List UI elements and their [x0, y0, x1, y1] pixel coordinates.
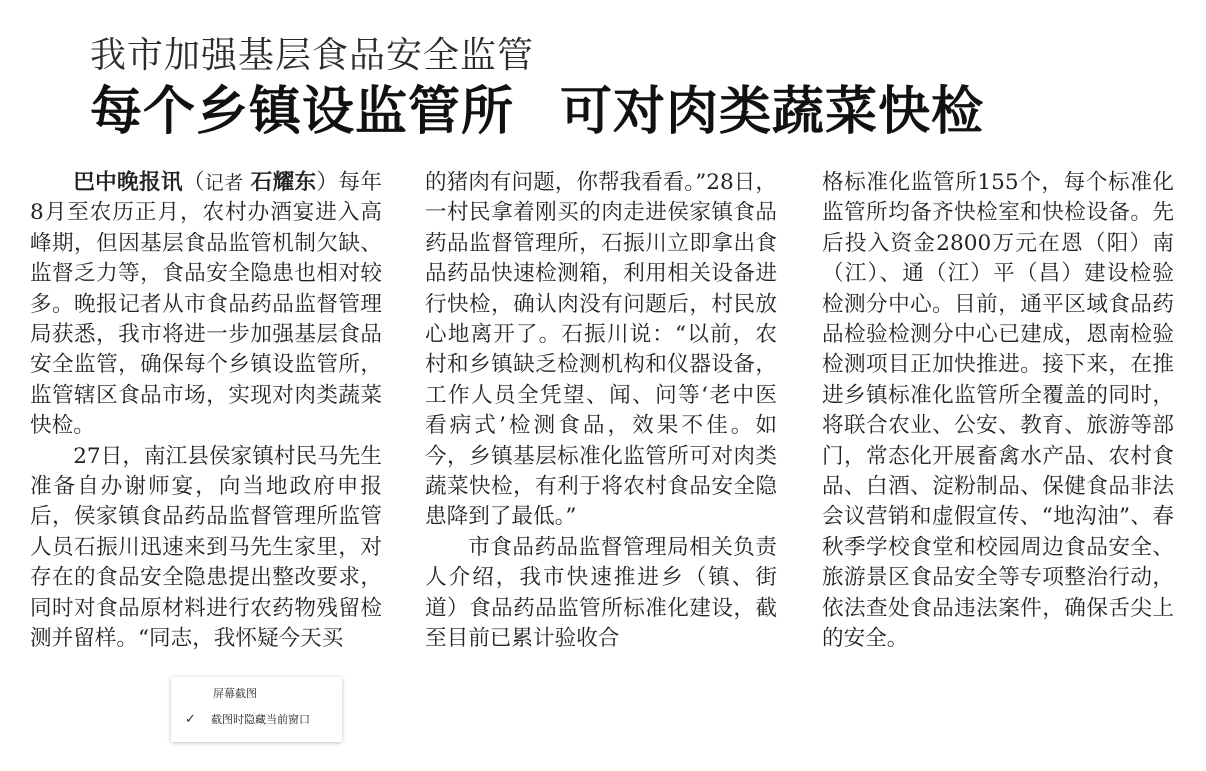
byline-paren-close: ） — [316, 170, 339, 195]
byline-agency: 巴中晚报讯 — [73, 170, 183, 195]
headline-part-2: 可对肉类蔬菜快检 — [560, 82, 985, 142]
paragraph-3-continued: 格标准化监管所155个，每个标准化监管所均备齐快检室和快检设备。先后投入资金2800万元在恩（阳）南（江）、通（江）平（昌）建设检验检测分中心。目前，通平区域食品药品检验检测分中心已建成，恩南检验检测项目正加快推进。接下来，在推进乡镇标准化监管所全覆盖的同时，将联合农业、公安、教育、旅游等部门，常态化开展畜禽水产品、农村食品、白酒、淀粉制品、保健食品非法会议营销和虚假宣传、“地沟油”、春秋季学校食堂和校园周边食品安全、旅游景区食品安全等专项整治行动，依法查处食品违法案件，确保舌尖上的安全。 — [822, 170, 1174, 652]
paragraph-2-continued: 的猪肉有问题，你帮我看看。”28日，一村民拿着刚买的肉走进侯家镇食品药品监督管理所，石振川立即拿出食品药品快速检测箱，利用相关设备进行快检，确认肉没有问题后，村民放心地离开了。石振川说：“以前，农村和乡镇缺乏检测机构和仪器设备，工作人员全凭望、闻、问等‘老中医看病式’检测食品，效果不佳。如今，乡镇基层标准化监管所可对肉类蔬菜快检，有利于将农村食品安全隐患降到了最低。” — [425, 170, 777, 530]
hide-window-option-label: 截图时隐藏当前窗口 — [211, 713, 310, 726]
paragraph-2: 27日，南江县侯家镇村民马先生准备自办谢师宴，向当地政府申报后，侯家镇食品药品监督管理所监管人员石振川迅速来到马先生家里，对存在的食品安全隐患提出整改要求，同时对食品原材料进行农药物残留检测并留样。“同志，我怀疑今天买 — [30, 443, 382, 652]
paragraph-3: 市食品药品监督管理局相关负责人介绍，我市快速推进乡（镇、街道）食品药品监管所标准化建设，截至目前已累计验收合 — [425, 534, 777, 652]
screenshot-menu-title[interactable]: 屏幕截图 — [213, 687, 257, 700]
byline-reporter-name: 石耀东 — [250, 170, 317, 195]
paragraph-1-text: 每年8月至农历正月，农村办酒宴进入高峰期，但因基层食品监管机制欠缺、监督乏力等，食品安全隐患也相对较多。晚报记者从市食品药品监督管理局获悉，我市将进一步加强基层食品安全监管，确保每个乡镇设监管所，监管辖区食品市场，实现对肉类蔬菜快检。 — [30, 170, 382, 439]
article-headline — [90, 82, 984, 142]
paragraph-1 — [30, 168, 382, 442]
article-column-1 — [30, 168, 382, 655]
article-column-3 — [822, 168, 1174, 655]
article-column-2 — [425, 168, 777, 655]
check-icon: ✓ — [185, 711, 196, 727]
headline-part-1: 每个乡镇设监管所 — [90, 82, 515, 142]
article-subtitle: 我市加强基层食品安全监管 — [90, 35, 535, 76]
byline-paren-open: （ — [182, 170, 205, 195]
byline-reporter-label: 记者 — [204, 172, 244, 194]
screenshot-context-menu — [171, 677, 342, 742]
hide-window-option[interactable] — [185, 711, 310, 727]
